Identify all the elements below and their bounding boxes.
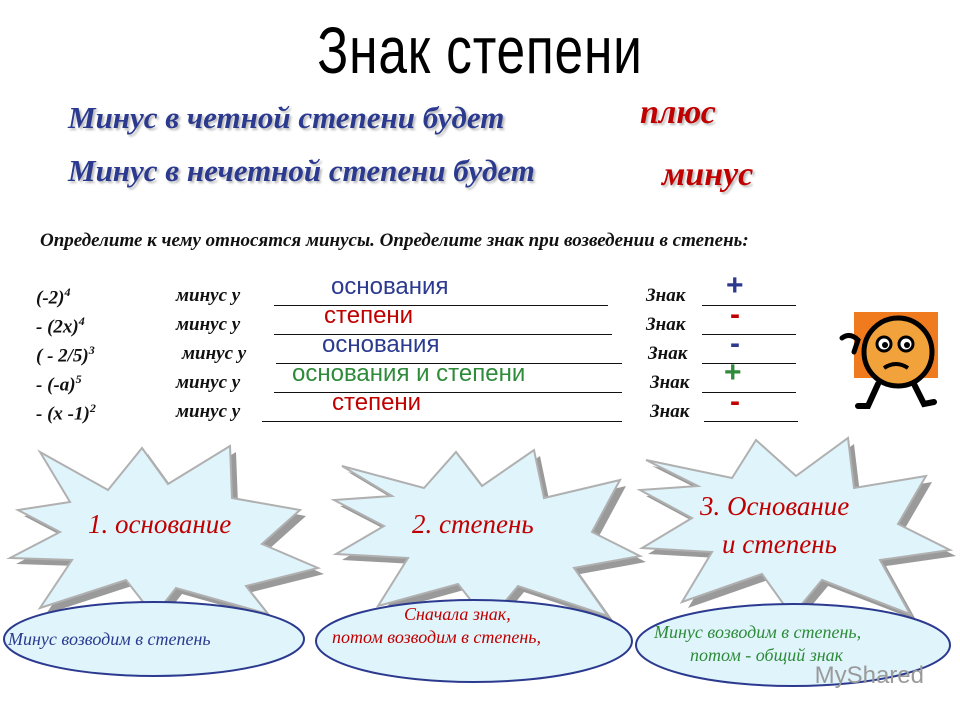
sign-label: Знак — [646, 314, 686, 335]
expression: - $(2x)^4$ — [36, 314, 85, 338]
answer-text: основания и степени — [292, 360, 526, 387]
expression: - (x -1)$^2$ — [36, 401, 96, 425]
sign-value: - — [730, 327, 740, 360]
exercise-row — [36, 269, 816, 311]
answer-text: степени — [332, 389, 422, 416]
sign-value: + — [724, 356, 742, 389]
answer-line — [274, 392, 622, 393]
answer-text: основания — [331, 273, 449, 300]
oval-label-3-line2: потом - общий знак — [690, 645, 844, 665]
star-label-base: 1. основание — [88, 509, 232, 539]
oval-label-3: Минус возводим в степень, — [654, 622, 862, 642]
row-label: минус у — [176, 372, 241, 393]
sign-value: - — [730, 385, 740, 418]
sign-value: - — [730, 298, 740, 331]
star-label-both: 3. Основание — [700, 491, 850, 521]
star-shape-icon — [636, 432, 956, 622]
exercise-row — [36, 385, 816, 427]
watermark: MyShared — [814, 662, 924, 689]
sign-value: + — [726, 269, 744, 302]
expression: ( - 2/5)$^3$ — [36, 343, 95, 367]
sign-label: Знак — [646, 285, 686, 306]
star-label-power: 2. степень — [412, 509, 534, 539]
row-label: минус у — [176, 285, 241, 306]
sign-line — [704, 421, 798, 422]
rule-even-answer: плюс — [640, 94, 716, 131]
answer-text: основания — [322, 331, 440, 358]
row-label: минус у — [182, 343, 247, 364]
instruction-text: Определите к чему относятся минусы. Определите знак при возведении в степень: — [40, 230, 749, 251]
sign-line — [702, 305, 796, 306]
star-label-both-line2: и степень — [722, 529, 837, 559]
rule-even: Минус в четной степени будет — [68, 100, 505, 135]
sign-label: Знак — [648, 343, 688, 364]
sign-label: Знак — [650, 372, 690, 393]
row-label: минус у — [176, 401, 241, 422]
oval-label-2: Сначала знак, — [404, 604, 511, 624]
answer-text: степени — [324, 302, 414, 329]
sign-line — [702, 392, 796, 393]
expression: $(-2)^4$ — [36, 285, 71, 309]
answer-line — [262, 421, 622, 422]
page-title: Знак степени — [317, 13, 643, 87]
exercise-row — [36, 356, 816, 398]
confused-character-icon — [836, 306, 946, 418]
oval-label-1: Минус возводим в степень — [8, 629, 211, 649]
sign-line — [702, 363, 796, 364]
expression: - $(-a)^5$ — [36, 372, 82, 396]
rule-odd-answer: минус — [662, 156, 754, 193]
sign-line — [702, 334, 796, 335]
rule-odd: Минус в нечетной степени будет — [68, 153, 535, 188]
row-label: минус у — [176, 314, 241, 335]
oval-label-2-line2: потом возводим в степень, — [332, 627, 541, 647]
sign-label: Знак — [650, 401, 690, 422]
